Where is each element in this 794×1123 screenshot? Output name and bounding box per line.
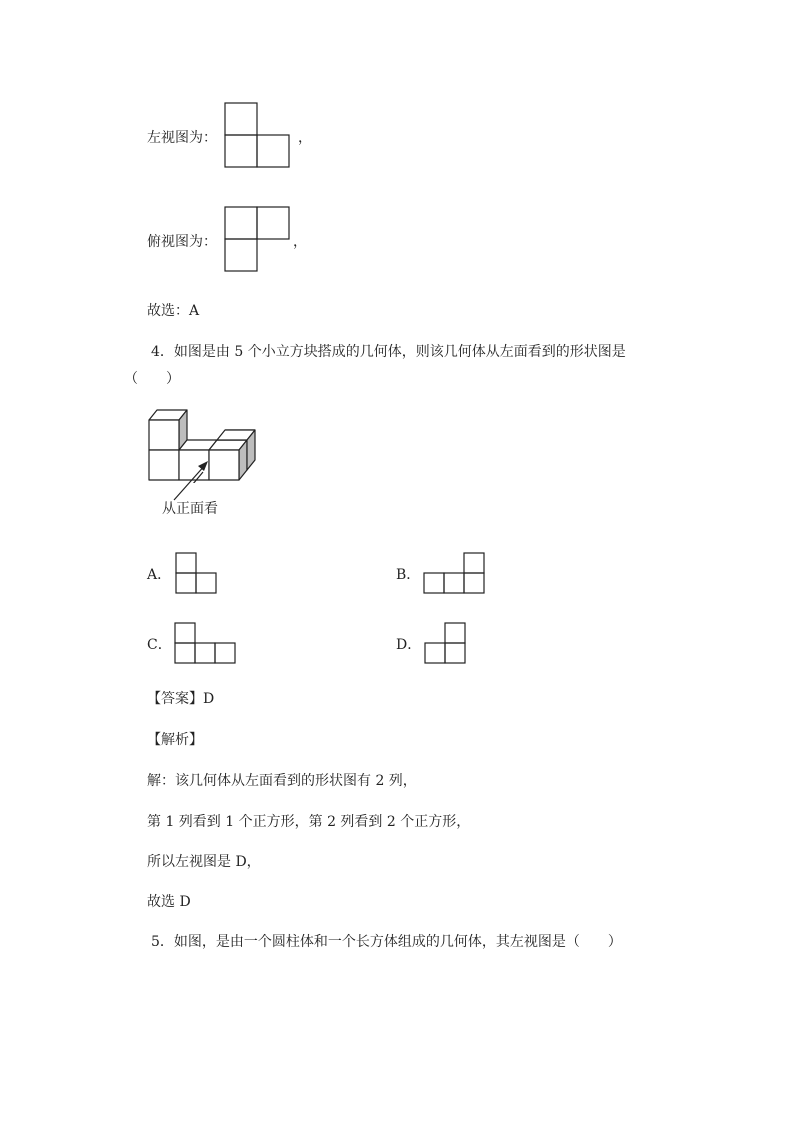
option-d-label: D． xyxy=(396,637,422,653)
solution-line-2: 第 1 列看到 1 个正方形，第 2 列看到 2 个正方形， xyxy=(147,814,471,830)
answer-tag: 【答案】 xyxy=(147,691,203,707)
option-a-label: A． xyxy=(147,567,172,583)
q4-question-line2: （ ） xyxy=(124,371,180,387)
q5-question: 5．如图，是由一个圆柱体和一个长方体组成的几何体，其左视图是（ ） xyxy=(151,934,622,950)
left-view-label: 左视图为： xyxy=(147,130,217,146)
q4-figure-caption: 从正面看 xyxy=(162,501,218,517)
solution-line-4: 故选 D xyxy=(147,894,191,910)
answer-value: D xyxy=(203,691,215,707)
left-view-comma: ， xyxy=(298,130,312,146)
q4-question-line1: 4．如图是由 5 个小立方块搭成的几何体，则该几何体从左面看到的形状图是 xyxy=(151,344,626,360)
left-view-figure xyxy=(224,102,290,168)
option-b-figure xyxy=(423,552,485,594)
top-view-comma: ， xyxy=(293,234,307,250)
top-view-figure xyxy=(224,206,290,272)
analysis-tag: 【解析】 xyxy=(147,732,203,748)
q4-view-arrow xyxy=(170,458,216,504)
answer-line xyxy=(147,690,214,708)
top-view-label: 俯视图为： xyxy=(147,234,217,250)
option-c-label: C． xyxy=(147,637,172,653)
option-a-figure xyxy=(175,552,217,594)
prev-choice: 故选：A xyxy=(147,303,200,319)
option-c-figure xyxy=(174,622,236,664)
option-d-figure xyxy=(424,622,466,664)
solution-line-1: 解：该几何体从左面看到的形状图有 2 列， xyxy=(147,773,417,789)
option-b-label: B． xyxy=(396,567,421,583)
solution-line-3: 所以左视图是 D， xyxy=(147,854,261,870)
